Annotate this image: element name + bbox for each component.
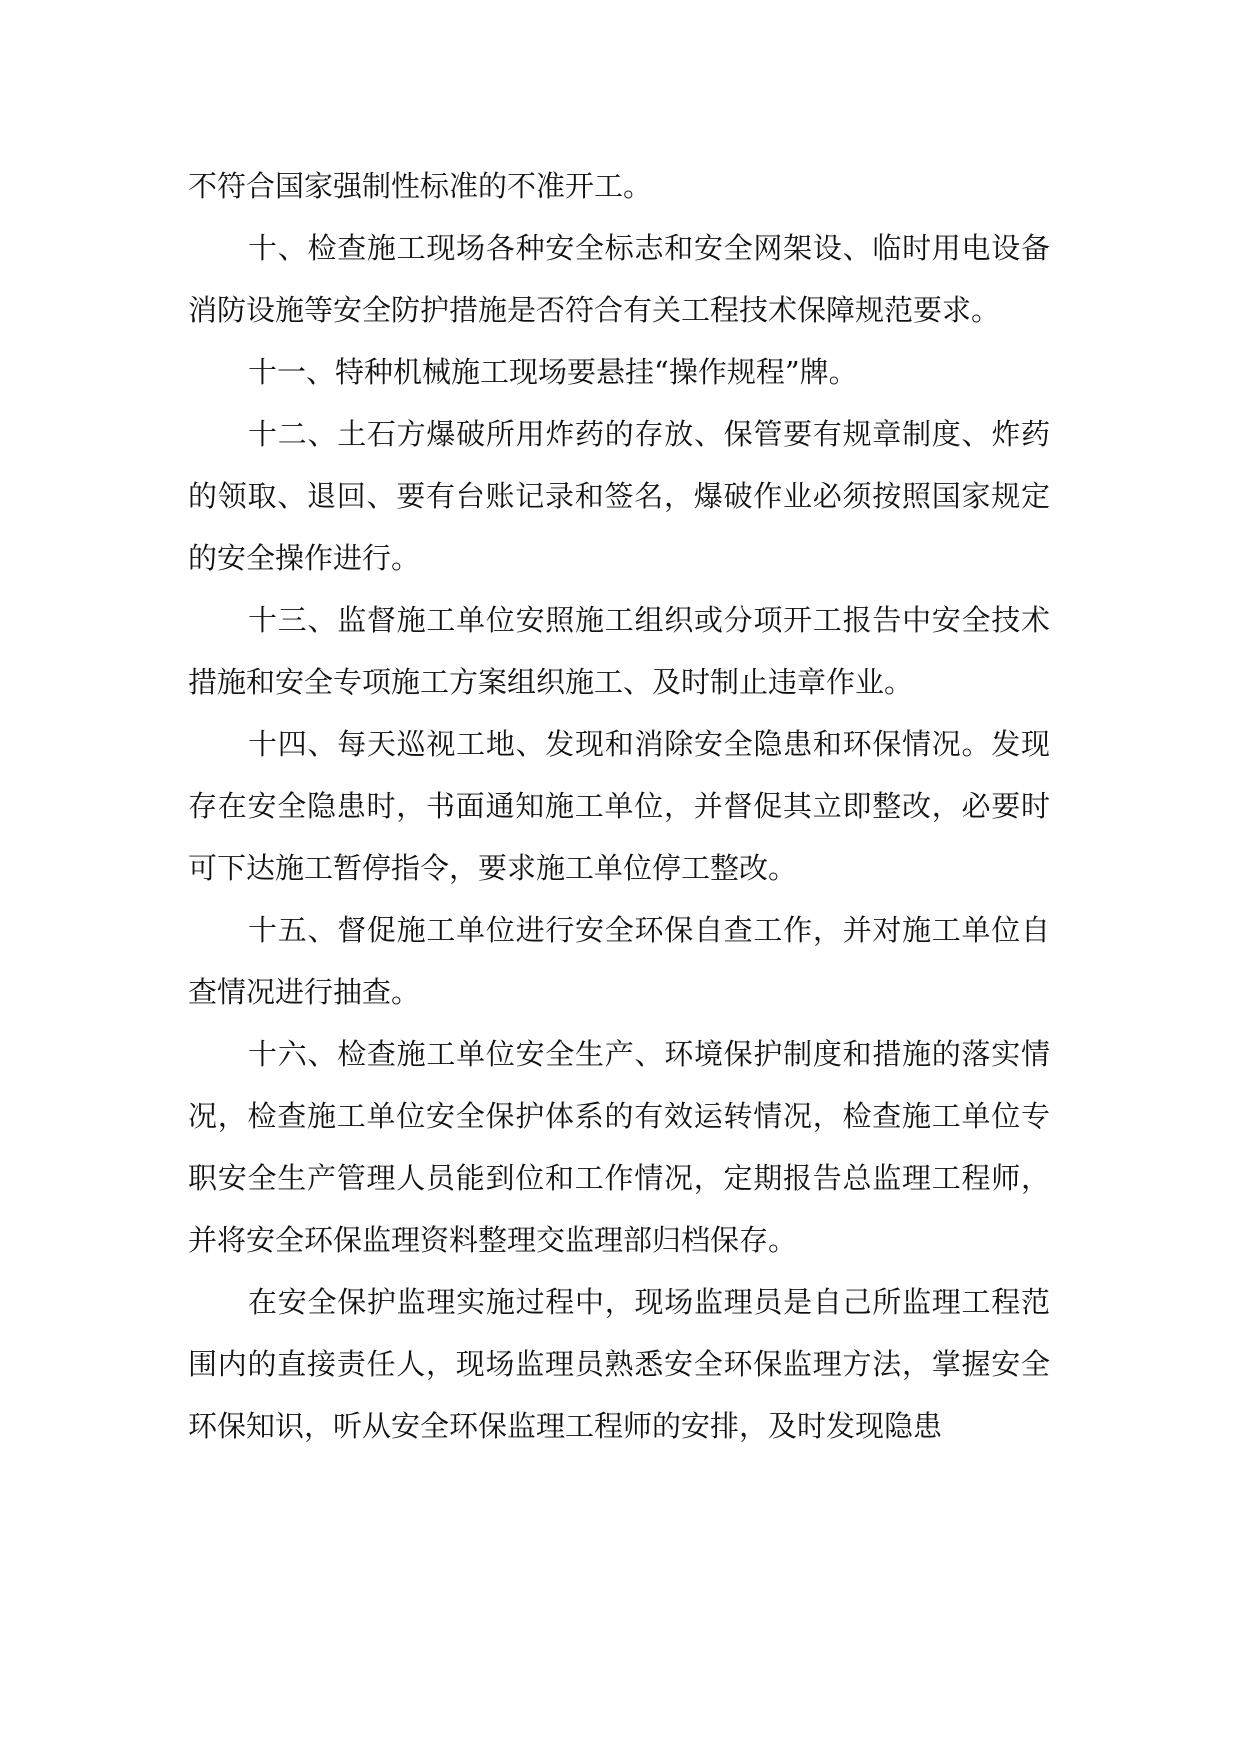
paragraph-item-12: 十二、土石方爆破所用炸药的存放、保管要有规章制度、炸药的领取、退回、要有台账记录和签名，爆破作业必须按照国家规定的安全操作进行。 [188,417,1050,575]
paragraph-item-16: 十六、检查施工单位安全生产、环境保护制度和措施的落实情况，检查施工单位安全保护体系的有效运转情况，检查施工单位专职安全生产管理人员能到位和工作情况，定期报告总监理工程师，并将安全环保监理资料整理交监理部归档保存。 [188,1037,1050,1257]
paragraph-supervision-responsibility: 在安全保护监理实施过程中，现场监理员是自己所监理工程范围内的直接责任人，现场监理员熟悉安全环保监理方法，掌握安全环保知识，听从安全环保监理工程师的安排，及时发现隐患 [188,1285,1050,1443]
paragraph-item-10: 十、检查施工现场各种安全标志和安全网架设、临时用电设备消防设施等安全防护措施是否符合有关工程技术保障规范要求。 [188,231,1050,327]
paragraph-item-11: 十一、特种机械施工现场要悬挂“操作规程”牌。 [248,355,858,389]
document-body [188,155,1050,1457]
paragraph-item-13: 十三、监督施工单位安照施工组织或分项开工报告中安全技术措施和安全专项施工方案组织施工、及时制止违章作业。 [188,603,1050,699]
paragraph-item-14: 十四、每天巡视工地、发现和消除安全隐患和环保情况。发现存在安全隐患时，书面通知施工单位，并督促其立即整改，必要时可下达施工暂停指令，要求施工单位停工整改。 [188,727,1050,885]
paragraph-item-15: 十五、督促施工单位进行安全环保自查工作，并对施工单位自查情况进行抽查。 [188,913,1050,1009]
paragraph-continuation: 不符合国家强制性标准的不准开工。 [188,169,653,203]
